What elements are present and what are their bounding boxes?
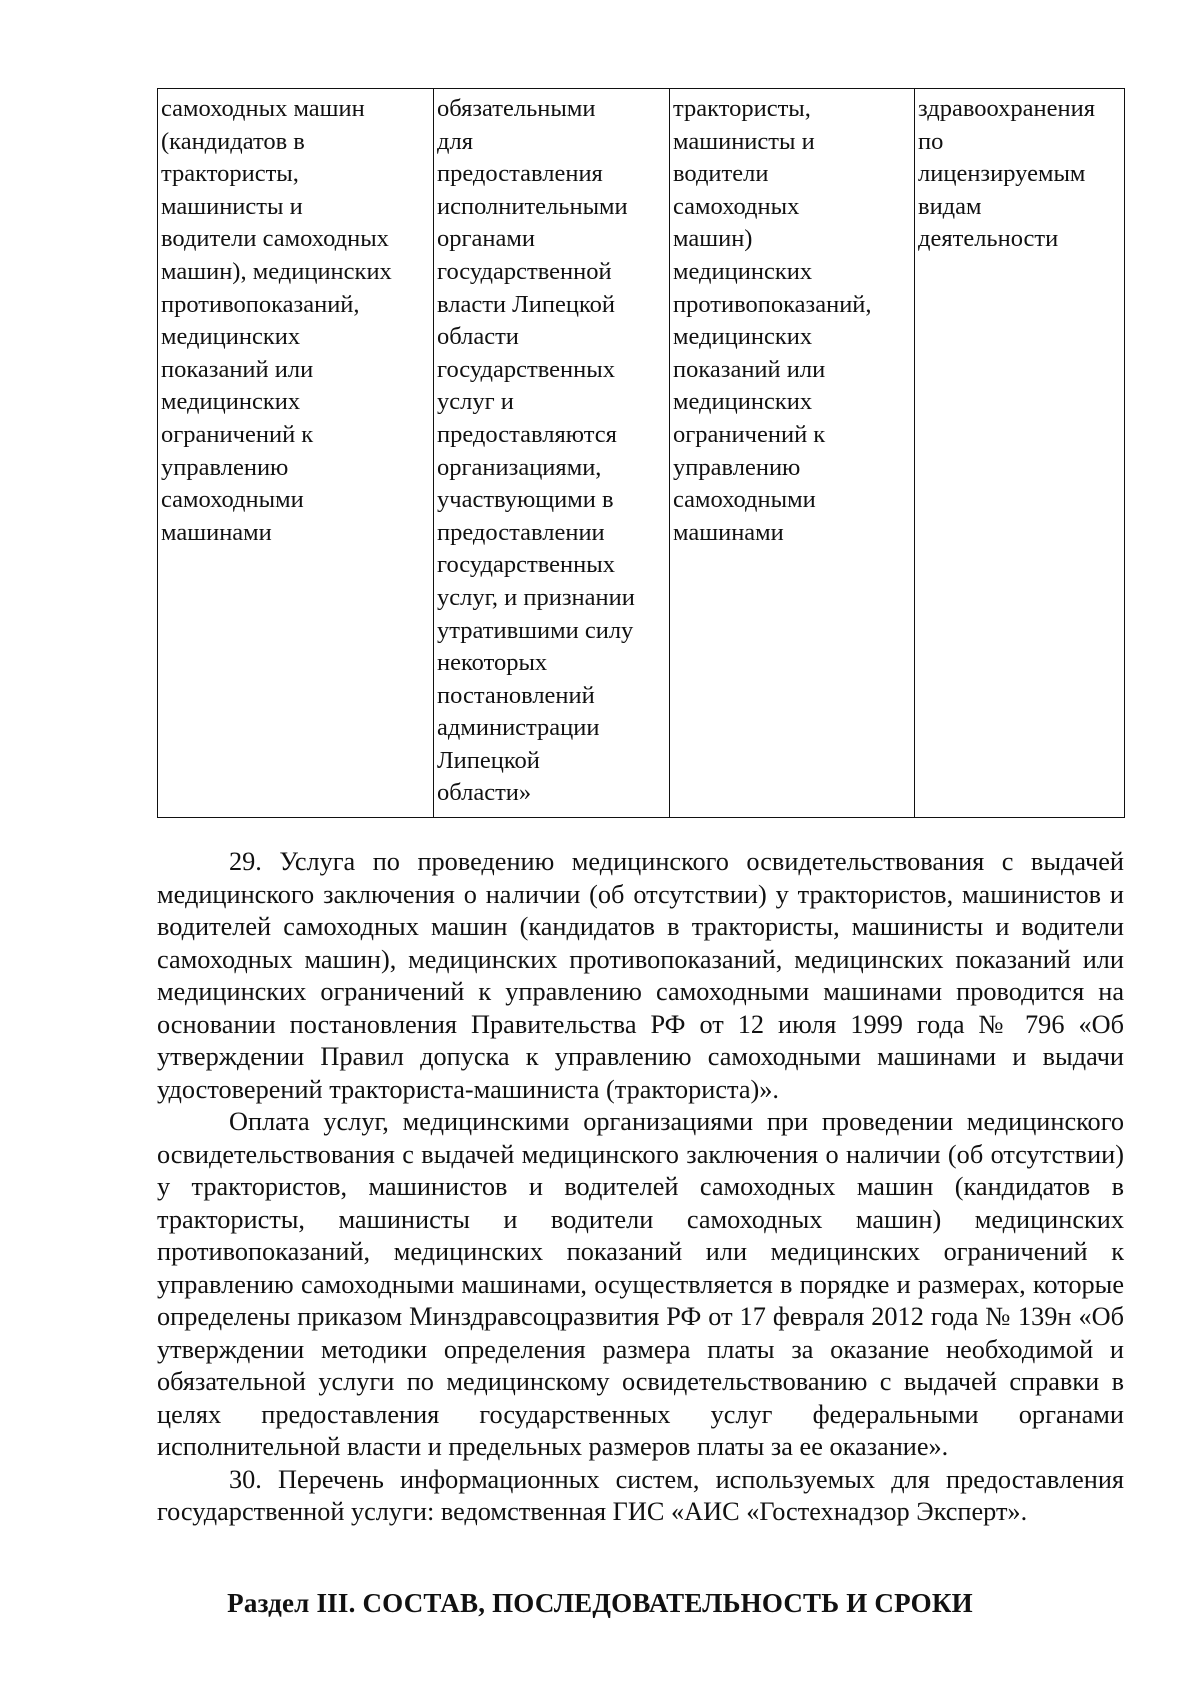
cell-text-line: медицинских — [673, 388, 813, 416]
cell-text-line: самоходными — [673, 486, 816, 514]
cell-text-line: (кандидатов в — [161, 127, 305, 155]
cell-text-line: водители самоходных — [161, 225, 389, 253]
cell-text-line: предоставлении — [437, 518, 605, 546]
cell-text-line: постановлений — [437, 681, 595, 709]
cell-text-line: области — [437, 323, 519, 351]
cell-text-line: администрации — [437, 714, 600, 742]
cell-text-line: управлению — [161, 453, 289, 481]
cell-text-line: исполнительными — [437, 192, 628, 220]
cell-text-line: ограничений к — [161, 420, 314, 448]
cell-text-line: самоходными — [161, 486, 304, 514]
cell-text-line: деятельности — [918, 225, 1059, 253]
cell-text-line: показаний или — [673, 355, 826, 383]
cell-text-line: показаний или — [161, 355, 314, 383]
cell-text-line: некоторых — [437, 649, 548, 677]
cell-text-line: государственной — [437, 257, 612, 285]
cell-text-line: органами — [437, 225, 536, 253]
cell-text-line: самоходных — [673, 192, 800, 220]
continuation-table — [157, 88, 1125, 818]
cell-text-line: услуг и — [437, 388, 514, 416]
cell-text-line: машин), медицинских — [161, 257, 392, 285]
cell-text-line: медицинских — [161, 388, 301, 416]
cell-text-line: Липецкой — [437, 746, 540, 774]
cell-text-line: предоставляются — [437, 420, 617, 448]
cell-text-line: здравоохранения — [918, 95, 1095, 122]
cell-text-line: медицинских — [673, 323, 813, 351]
table-cell-col2 — [434, 89, 670, 818]
table-cell-col4 — [915, 89, 1125, 818]
cell-text-line: власти Липецкой — [437, 290, 616, 318]
cell-text-line: противопоказаний, — [161, 290, 360, 318]
table-row — [158, 89, 1125, 818]
cell-text-line: по — [918, 127, 944, 155]
cell-text-line: видам — [918, 192, 982, 220]
cell-text-line: предоставления — [437, 160, 603, 188]
cell-text-line: машинами — [673, 518, 784, 546]
cell-text-line: для — [437, 127, 473, 155]
body-text — [157, 846, 1124, 1529]
cell-text-line: медицинских — [673, 257, 813, 285]
cell-text-line: противопоказаний, — [673, 290, 872, 318]
cell-text-line: водители — [673, 160, 769, 188]
cell-text-line: машинисты и — [161, 192, 303, 220]
cell-text-line: области» — [437, 779, 532, 807]
cell-text-line: трактористы, — [161, 160, 299, 188]
cell-text-line: трактористы, — [673, 95, 811, 122]
cell-text-line: машинами — [161, 518, 272, 546]
cell-text-line: машин) — [673, 225, 753, 253]
paragraph-30: 30. Перечень информационных систем, используемых для предоставления государственной услуги: ведомственная ГИС «АИС «Гостехнадзор Эксперт». — [157, 1464, 1124, 1526]
cell-text-line: услуг, и признании — [437, 583, 635, 611]
paragraph-payment: Оплата услуг, медицинскими организациями при проведении медицинского освидетельствования с выдачей медицинского заключения о наличии (об отсутствии) у трактористов, машинистов и водителей самоходных машин (кандидатов в трактористы, машинисты и водители самоходных машин) медицинских противопоказаний, медицинских показаний или медицинских ограничений к управлению самоходными машинами, осуществляется в порядке и размерах, которые определены приказом Минздравсоцразвития РФ от 17 февраля 2012 года № 139н «Об утверждении методики определения размера платы за оказание необходимой и обязательной услуги по медицинскому освидетельствованию с выдачей справки в целях предоставления государственных услуг федеральными органами исполнительной власти и предельных размеров платы за ее оказание». — [157, 1107, 1124, 1461]
cell-text-line: медицинских — [161, 323, 301, 351]
cell-text-line: машинисты и — [673, 127, 815, 155]
table-cell-col1 — [158, 89, 434, 818]
cell-text-line: утратившими силу — [437, 616, 634, 644]
paragraph-29: 29. Услуга по проведению медицинского освидетельствования с выдачей медицинского заключения о наличии (об отсутствии) у трактористов, машинистов и водителей самоходных машин (кандидатов в трактористы, машинисты и водители самоходных машин), медицинских противопоказаний, медицинских показаний или медицинских ограничений к управлению самоходными машинами проводится на основании постановления Правительства РФ от 12 июля 1999 года № 796 «Об утверждении Правил допуска к управлению самоходными машинами и выдачи удостоверений тракториста-машиниста (тракториста)». — [157, 847, 1124, 1104]
cell-text-line: самоходных машин — [161, 95, 365, 122]
table-cell-col3 — [670, 89, 915, 818]
cell-text-line: лицензируемым — [918, 160, 1086, 188]
section-heading: Раздел III. СОСТАВ, ПОСЛЕДОВАТЕЛЬНОСТЬ И СРОКИ — [227, 1588, 973, 1618]
cell-text-line: обязательными — [437, 95, 596, 122]
cell-text-line: государственных — [437, 551, 615, 579]
cell-text-line: управлению — [673, 453, 801, 481]
cell-text-line: ограничений к — [673, 420, 826, 448]
cell-text-line: участвующими в — [437, 486, 614, 514]
cell-text-line: организациями, — [437, 453, 602, 481]
cell-text-line: государственных — [437, 355, 615, 383]
